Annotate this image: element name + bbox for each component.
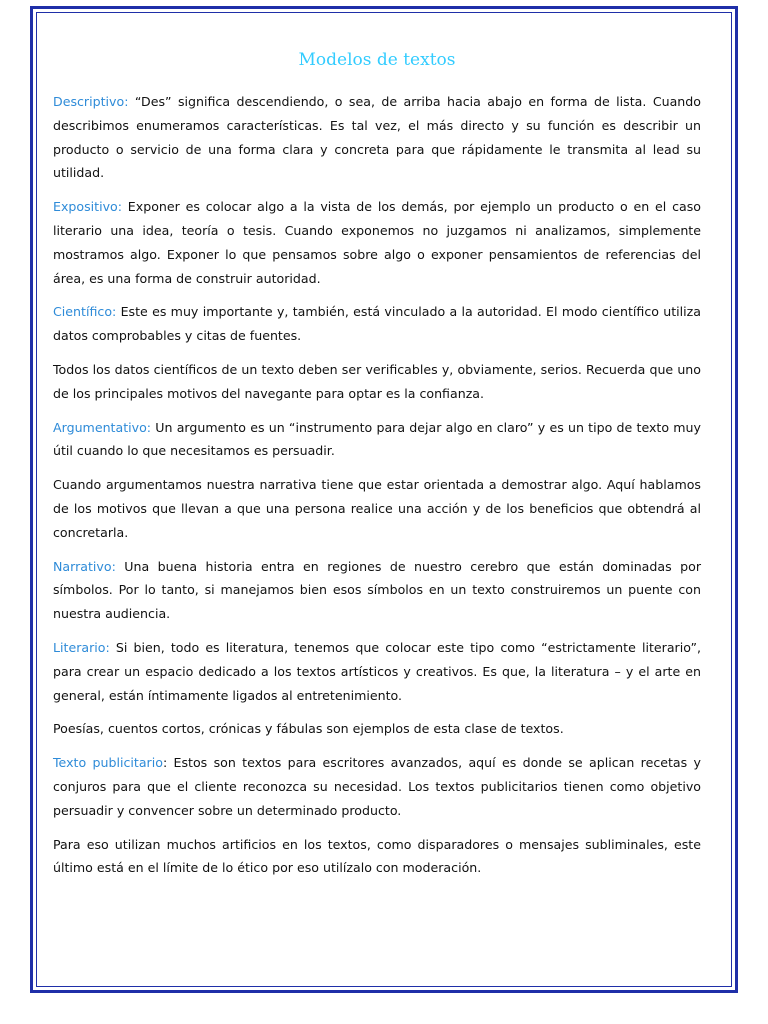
term-descriptivo: Descriptivo: [53, 94, 129, 109]
paragraph-text: Cuando argumentamos nuestra narrativa tiene que estar orientada a demostrar algo. Aquí hablamos de los motivos que llevan a que una persona realice una acción y de los beneficios que obtendrá al concretarla. [53, 477, 701, 540]
paragraph-text: Este es muy importante y, también, está vinculado a la autoridad. El modo científico utiliza datos comprobables y citas de fuentes. [53, 304, 701, 344]
term-cientifico: Científico: [53, 304, 117, 320]
term-argumentativo: Argumentativo: [53, 419, 152, 435]
term-narrativo: Narrativo: [53, 558, 116, 574]
paragraph-argumentativo [53, 416, 701, 464]
document-title: Modelos de textos [298, 50, 456, 70]
paragraph-publicitario-cont [53, 833, 701, 881]
paragraph-text: Un argumento es un “instrumento para dejar algo en claro” y es un tipo de texto muy útil cuando lo que necesitamos es persuadir. [53, 419, 701, 459]
paragraph-text: Si bien, todo es literatura, tenemos que colocar este tipo como “estrictamente literario”, para crear un espacio dedicado a los textos artísticos y creativos. Es que, la literatura – y el arte en general, están íntimamente ligados al entretenimiento. [53, 639, 701, 703]
paragraph-cientifico [53, 300, 701, 348]
paragraph-publicitario [53, 751, 701, 822]
term-publicitario: Texto publicitario [53, 755, 163, 771]
paragraph-text: Una buena historia entra en regiones de nuestro cerebro que están dominadas por símbolos. Por lo tanto, si manejamos bien esos símbolos en un texto construiremos un puente con nuestra audiencia. [53, 558, 701, 622]
paragraph-expositivo [53, 195, 701, 290]
paragraph-cientifico-cont [53, 358, 701, 406]
paragraph-argumentativo-cont [53, 473, 701, 544]
paragraph-text: : Estos son textos para escritores avanzados, aquí es donde se aplican recetas y conjuros para que el cliente reconozca su necesidad. Los textos publicitarios tienen como objetivo persuadir y convencer sobre un determinado producto. [53, 755, 701, 818]
paragraph-narrativo [53, 555, 701, 626]
term-literario: Literario: [53, 639, 110, 655]
term-expositivo: Expositivo: [53, 199, 123, 215]
paragraph-text: Todos los datos científicos de un texto deben ser verificables y, obviamente, serios. Recuerda que uno de los principales motivos del navegante para optar es la confianza. [53, 361, 701, 401]
paragraph-text: Poesías, cuentos cortos, crónicas y fábulas son ejemplos de esta clase de textos. [53, 721, 564, 737]
paragraph-text: “Des” significa descendiendo, o sea, de arriba hacia abajo en forma de lista. Cuando describimos enumeramos características. Es tal vez, el más directo y su función es describir un producto o servicio de una forma clara y concreta para que rápidamente le transmita al lead su utilidad. [53, 94, 701, 181]
document-body [53, 48, 701, 890]
paragraph-text: Para eso utilizan muchos artificios en los textos, como disparadores o mensajes subliminales, este último está en el límite de lo ético por eso utilízalo con moderación. [53, 836, 701, 876]
paragraph-text: Exponer es colocar algo a la vista de los demás, por ejemplo un producto o en el caso literario una idea, teoría o tesis. Cuando exponemos no juzgamos ni analizamos, simplemente mostramos algo. Exponer lo que pensamos sobre algo o exponer pensamientos de referencias del área, es una forma de construir autoridad. [53, 199, 701, 286]
paragraph-descriptivo [53, 90, 701, 185]
paragraph-literario [53, 636, 701, 707]
paragraph-literario-cont [53, 717, 701, 741]
